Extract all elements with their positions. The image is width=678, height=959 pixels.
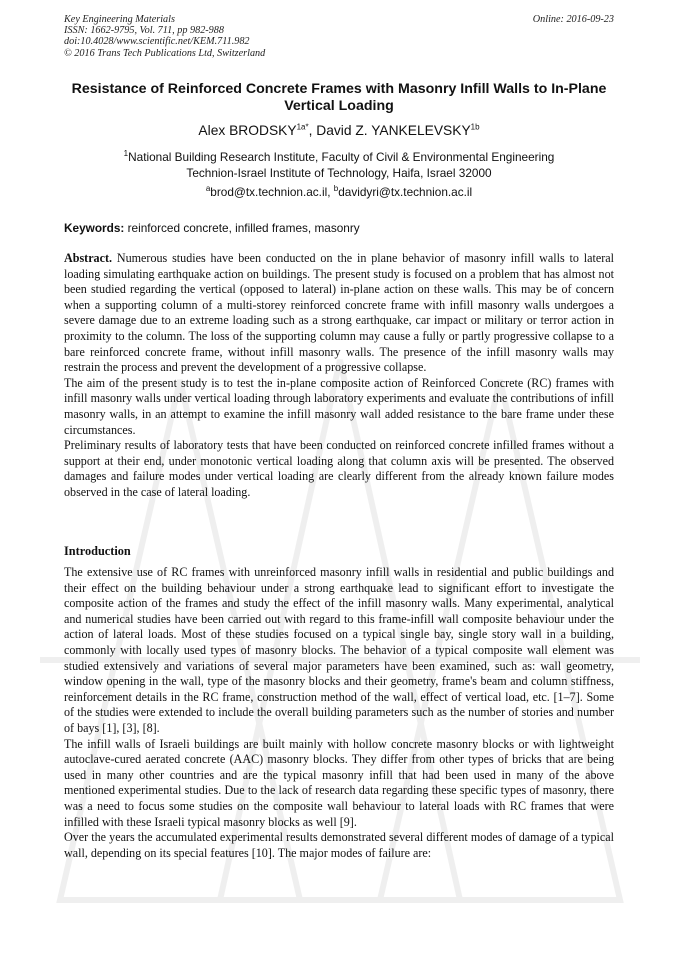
email-address[interactable]: davidyri@tx.technion.ac.il: [338, 185, 473, 199]
author-name: David Z. YANKELEVSKY: [316, 123, 471, 138]
author-list: [64, 122, 614, 139]
abstract-paragraph: Preliminary results of laboratory tests that have been conducted on reinforced concrete infilled frames without a support at their end, under monotonic vertical loading along that column axis will be presented. The observed damages and failure modes under vertical loading are clearly different from the already known failure modes observed in the case of lateral loading.: [64, 438, 614, 499]
journal-header: [64, 14, 265, 59]
email-address[interactable]: brod@tx.technion.ac.il: [210, 185, 328, 199]
issn-line: ISSN: 1662-9795, Vol. 711, pp 982-988: [64, 25, 224, 37]
email-superscript: a: [205, 184, 211, 194]
keywords-text: reinforced concrete, infilled frames, masonry: [124, 221, 360, 235]
abstract-label: Abstract.: [64, 251, 113, 265]
abstract-paragraph: The aim of the present study is to test the in-plane composite action of Reinforced Concrete (RC) frames with infill masonry walls under vertical loading through laboratory experiments and evaluate the contributions of infill masonry walls, in an attempt to examine the infill masonry wall added resistance to the bare frame under these circumstances.: [64, 375, 614, 437]
doi-line: doi:10.4028/www.scientific.net/KEM.711.982: [64, 36, 250, 48]
section-heading-introduction: Introduction: [64, 544, 131, 558]
affiliation-text: National Building Research Institute, Faculty of Civil & Environmental Engineering: [128, 150, 555, 164]
introduction-paragraph: The extensive use of RC frames with unreinforced masonry infill walls in residential and public buildings and their effect on the building behaviour under a strong earthquake lead to significant effort to investigate the composite action of the frames and study the effect of the infill masonry walls. Many experimental, analytical and numerical studies have been carried out with regard to this frame-infill wall composite behaviour under the action of lateral loads. Most of these studies focused on a typical single bay, single story wall in a building, commonly with locally used types of masonry blocks. The behavior of a typical composite wall element was studied extensively and variations of several major parameters have been examined, such as: wall geometry, window opening in the wall, type of the masonry blocks and their geometry, frame's beam and column stiffness, reinforcement details in the RC frame, construction method of the wall, effect of vertical load, etc. [1–7]. Some of the studies were extended to include the overall building parameters such as the number of stories and number of bays [1], [3], [8].: [64, 565, 614, 735]
introduction-paragraph: Over the years the accumulated experimental results demonstrated several different modes of damage of a typical wall, depending on its special features [10]. The major modes of failure are:: [64, 830, 614, 860]
author-superscript: 1a*: [296, 122, 309, 132]
email-superscript: b: [333, 184, 339, 194]
abstract: [64, 251, 614, 501]
journal-name: Key Engineering Materials: [64, 14, 175, 25]
copyright-line: © 2016 Trans Tech Publications Ltd, Switzerland: [64, 47, 266, 59]
keywords: [64, 221, 614, 236]
author-name: Alex BRODSKY: [198, 123, 297, 138]
author-superscript: 1b: [470, 122, 480, 132]
introduction-paragraph: The infill walls of Israeli buildings are built mainly with hollow concrete masonry blocks or with lightweight autoclave-cured aerated concrete (AAC) masonry blocks. They differ from other types of bricks that are being used in many other countries and are the typical masonry infill that had been used in many of the above mentioned experimental studies. Due to the lack of research data regarding these specific types of masonry, there was a need to focus some studies on the composite wall behaviour to lateral loads with RC frames that were infilled with these Israeli typical masonry blocks as well [9].: [64, 736, 614, 829]
keywords-label: Keywords:: [64, 221, 125, 235]
introduction-body: [64, 565, 614, 861]
affiliation-superscript: 1: [123, 149, 129, 159]
abstract-text: Numerous studies have been conducted on the in plane behavior of masonry infill walls to lateral loading simulating earthquake action on buildings. The present study is focused on a problem that has almost not been studied regarding the vertical (opposed to lateral) in-plane action on these walls. This may be of concern when a supporting column of a multi-storey reinforced concrete frame with infill masonry walls undergoes a severe damage due to an extreme loading such as a strong earthquake, car impact or military or terror action in proximity to the column. The loss of the supporting column may cause a fully or partly progressive collapse to a bare reinforced concrete frame, without infill masonry walls. The presence of the infill masonry walls may restrain the process and prevent the development of a progressive collapse.: [64, 251, 614, 375]
online-date: Online: 2016-09-23: [532, 14, 614, 25]
affiliation: [64, 149, 614, 181]
author-separator: ,: [308, 123, 317, 138]
affiliation-line-1: [64, 149, 614, 165]
abstract-paragraph: [64, 251, 614, 376]
email-list: $^a$brod@tx.technion.ac.il, $^b$davidyri@tx.technion.ac.il: [205, 184, 473, 199]
affiliation-line-2: Technion-Israel Institute of Technology, Haifa, Israel 32000: [186, 166, 492, 180]
paper-title: Resistance of Reinforced Concrete Frames with Masonry Infill Walls to In-Plane Vertical Loading: [71, 81, 607, 114]
